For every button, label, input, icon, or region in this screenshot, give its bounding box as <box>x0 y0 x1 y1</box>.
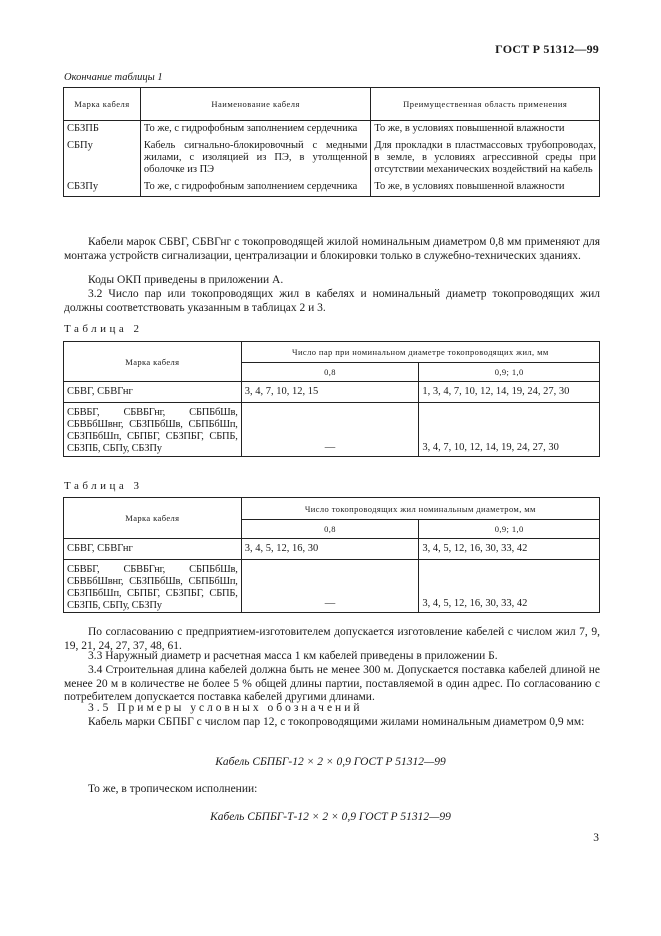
designation-formula-1: Кабель СБПБГ-12 × 2 × 0,9 ГОСТ Р 51312—99 <box>215 756 446 768</box>
cable-mark: СБЗПу <box>64 179 141 197</box>
header-cell: Наименование кабеля <box>140 88 371 121</box>
cable-mark: СБВБГ, СБВБГнг, СБПБбШв, СБВБбШвнг, СБЗПБбШв, СБПБбШп, СБЗПБбШп, СБПБГ, СБЗПБГ, СБПБ, СБЗПБ, СБПу, СБЗПу <box>64 403 242 457</box>
table-row <box>64 121 600 139</box>
paragraph-okp-codes: Коды ОКП приведены в приложении А. <box>88 274 284 286</box>
cable-mark: СБВБГ, СБВБГнг, СБПБбШв, СБВБбШвнг, СБЗПБбШв, СБПБбШп, СБЗПБбШп, СБПБГ, СБЗПБГ, СБПБ, СБЗПБ, СБПу, СБЗПу <box>64 560 242 613</box>
cable-mark: СБЗПБ <box>64 121 141 139</box>
cable-name: То же, с гидрофобным заполнением сердечника <box>140 121 371 139</box>
cable-application: То же, в условиях повышенной влажности <box>371 179 600 197</box>
value-cell: 3, 4, 7, 10, 12, 15 <box>241 382 419 403</box>
table-header-row <box>64 88 600 121</box>
table-row <box>64 403 600 457</box>
paragraph-section-3-4: 3.4 Строительная длина кабелей должна быть не менее 300 м. Допускается поставка кабелей длиной не менее 20 м в количестве не более 5 % общей длины партии, поставляемой в один адрес. По согласованию с потребителем допускается поставка кабелей другими длинами. <box>64 664 600 703</box>
cable-name: То же, с гидрофобным заполнением сердечника <box>140 179 371 197</box>
value-cell: 3, 4, 5, 12, 16, 30 <box>241 539 419 560</box>
page-number: 3 <box>593 832 599 844</box>
value-cell: 3, 4, 5, 12, 16, 30, 33, 42 <box>419 539 600 560</box>
table-row <box>64 560 600 613</box>
table-continuation-label: Окончание таблицы 1 <box>64 72 163 83</box>
header-mark: Марка кабеля <box>64 498 242 539</box>
paragraph-section-3-2: 3.2 Число пар или токопроводящих жил в кабелях и номинальный диаметр токопроводящих жил должны соответствовать указанным в таблицах 2 и 3. <box>64 288 600 314</box>
header-diameter-2: 0,9; 1,0 <box>419 520 600 539</box>
paragraph-agreement: По согласованию с предприятием-изготовителем допускается изготовление кабелей с числом жил 7, 9, 19, 21, 24, 27, 37, 48, 61. <box>64 626 600 652</box>
header-group: Число токопроводящих жил номинальным диаметром, мм <box>241 498 599 520</box>
paragraph-cable-usage: Кабели марок СБВГ, СБВГнг с токопроводящей жилой номинальным диаметром 0,8 мм применяют для монтажа устройств сигнализации, централизации и блокировки только в служебно-технических зданиях. <box>64 236 600 262</box>
table-1-continuation <box>63 87 600 197</box>
table-3 <box>63 497 600 613</box>
table-row <box>64 539 600 560</box>
table-2-caption: Таблица 2 <box>64 323 143 335</box>
header-diameter-2: 0,9; 1,0 <box>419 363 600 382</box>
paragraph-tropical: То же, в тропическом исполнении: <box>88 783 258 795</box>
header-diameter-1: 0,8 <box>241 520 419 539</box>
designation-formula-2: Кабель СБПБГ-Т-12 × 2 × 0,9 ГОСТ Р 51312—99 <box>210 811 451 823</box>
paragraph-section-3-5: 3.5 Примеры условных обозначений <box>88 702 363 714</box>
cable-name: Кабель сигнально-блокировочный с медными жилами, с изоляцией из ПЭ, в утолщенной оболочке из ПЭ <box>140 138 371 179</box>
value-cell: — <box>241 403 419 457</box>
table-3-caption: Таблица 3 <box>64 480 143 492</box>
header-cell: Преимущественная область применения <box>371 88 600 121</box>
header-mark: Марка кабеля <box>64 342 242 382</box>
cable-mark: СБПу <box>64 138 141 179</box>
header-cell: Марка кабеля <box>64 88 141 121</box>
value-cell: — <box>241 560 419 613</box>
paragraph-section-3-3: 3.3 Наружный диаметр и расчетная масса 1 км кабелей приведены в приложении Б. <box>88 650 498 662</box>
value-cell: 1, 3, 4, 7, 10, 12, 14, 19, 24, 27, 30 <box>419 382 600 403</box>
page-header-standard: ГОСТ Р 51312—99 <box>495 42 599 56</box>
value-cell: 3, 4, 5, 12, 16, 30, 33, 42 <box>419 560 600 613</box>
table-row <box>64 179 600 197</box>
cable-mark: СБВГ, СБВГнг <box>64 382 242 403</box>
table-row <box>64 382 600 403</box>
cable-mark: СБВГ, СБВГнг <box>64 539 242 560</box>
value-cell: 3, 4, 7, 10, 12, 14, 19, 24, 27, 30 <box>419 403 600 457</box>
cable-application: То же, в условиях повышенной влажности <box>371 121 600 139</box>
header-diameter-1: 0,8 <box>241 363 419 382</box>
paragraph-example-intro: Кабель марки СБПБГ с числом пар 12, с токопроводящими жилами номинальным диаметром 0,9 мм: <box>88 716 585 728</box>
cable-application: Для прокладки в пластмассовых трубопроводах, в земле, в условиях агрессивной среды при отсутствии механических воздействий на кабель <box>371 138 600 179</box>
header-group: Число пар при номинальном диаметре токопроводящих жил, мм <box>241 342 599 363</box>
table-2 <box>63 341 600 457</box>
table-row <box>64 138 600 179</box>
